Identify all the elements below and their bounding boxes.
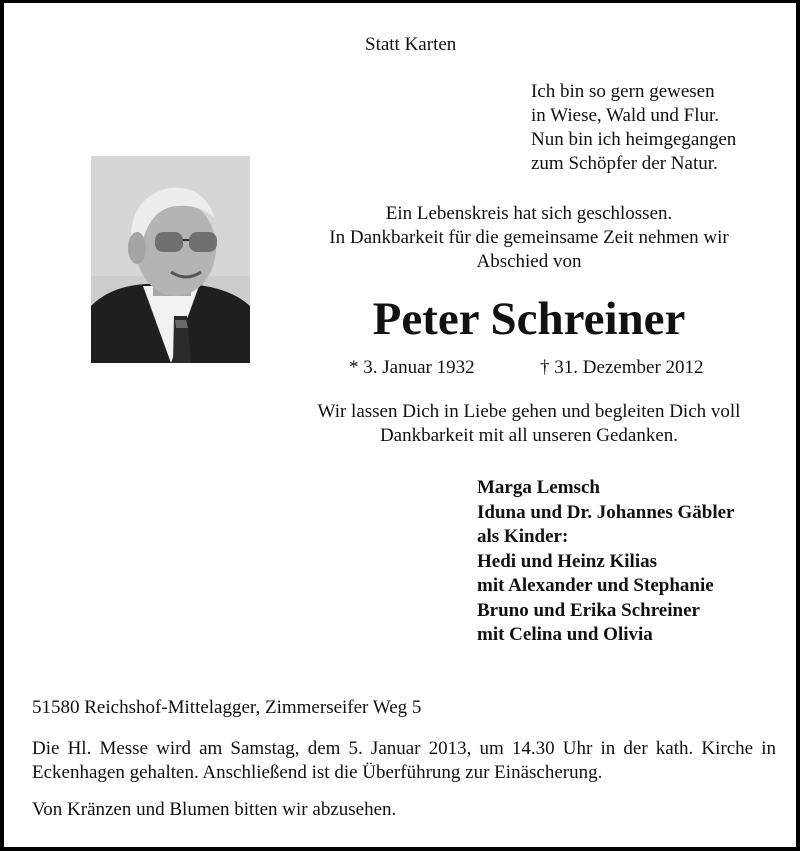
deceased-name: Peter Schreiner: [372, 293, 686, 345]
mourner-entry: mit Celina und Olivia: [477, 624, 653, 645]
farewell-text: [256, 400, 800, 448]
mass-announcement: Die Hl. Messe wird am Samstag, dem 5. Januar 2013, um 14.30 Uhr in der kath. Kirche in Eckenhagen gehalten. Anschließend ist die Überführung zur Einäscherung.: [32, 738, 776, 783]
intro-line: Abschied von: [476, 251, 582, 272]
address-text: 51580 Reichshof-Mittelagger, Zimmerseifer Weg 5: [32, 697, 422, 718]
statt-karten-text: Statt Karten: [365, 34, 457, 55]
poem-line: zum Schöpfer der Natur.: [531, 153, 718, 174]
farewell-line: Dankbarkeit mit all unseren Gedanken.: [379, 425, 679, 446]
mourner-entry: mit Alexander und Stephanie: [477, 575, 714, 596]
mourner-entry: Bruno und Erika Schreiner: [477, 599, 700, 621]
portrait-image: [91, 156, 250, 363]
death-date: † 31. Dezember 2012: [540, 357, 704, 378]
farewell-line: Wir lassen Dich in Liebe gehen und begleiten Dich voll: [317, 401, 741, 422]
intro-line: Ein Lebenskreis hat sich geschlossen.: [385, 203, 673, 224]
mourners-list: [477, 476, 734, 648]
poem-line: Ich bin so gern gewesen: [531, 81, 715, 102]
poem-line: Nun bin ich heimgegangen: [531, 129, 737, 150]
mourner-entry: Iduna und Dr. Johannes Gäbler: [477, 501, 735, 523]
mourner-entry: Hedi und Heinz Kilias: [477, 550, 658, 572]
intro-line: In Dankbarkeit für die gemeinsame Zeit nehmen wir: [329, 227, 729, 248]
poem: [531, 80, 736, 176]
poem-line: in Wiese, Wald und Flur.: [531, 105, 720, 126]
intro-text: [256, 202, 800, 274]
mourner-entry: Marga Lemsch: [477, 477, 600, 498]
birth-date: * 3. Januar 1932: [349, 357, 475, 378]
flowers-note: Von Kränzen und Blumen bitten wir abzusehen.: [32, 799, 397, 820]
mourner-entry: als Kinder:: [477, 526, 569, 547]
portrait-photo: [91, 156, 250, 363]
